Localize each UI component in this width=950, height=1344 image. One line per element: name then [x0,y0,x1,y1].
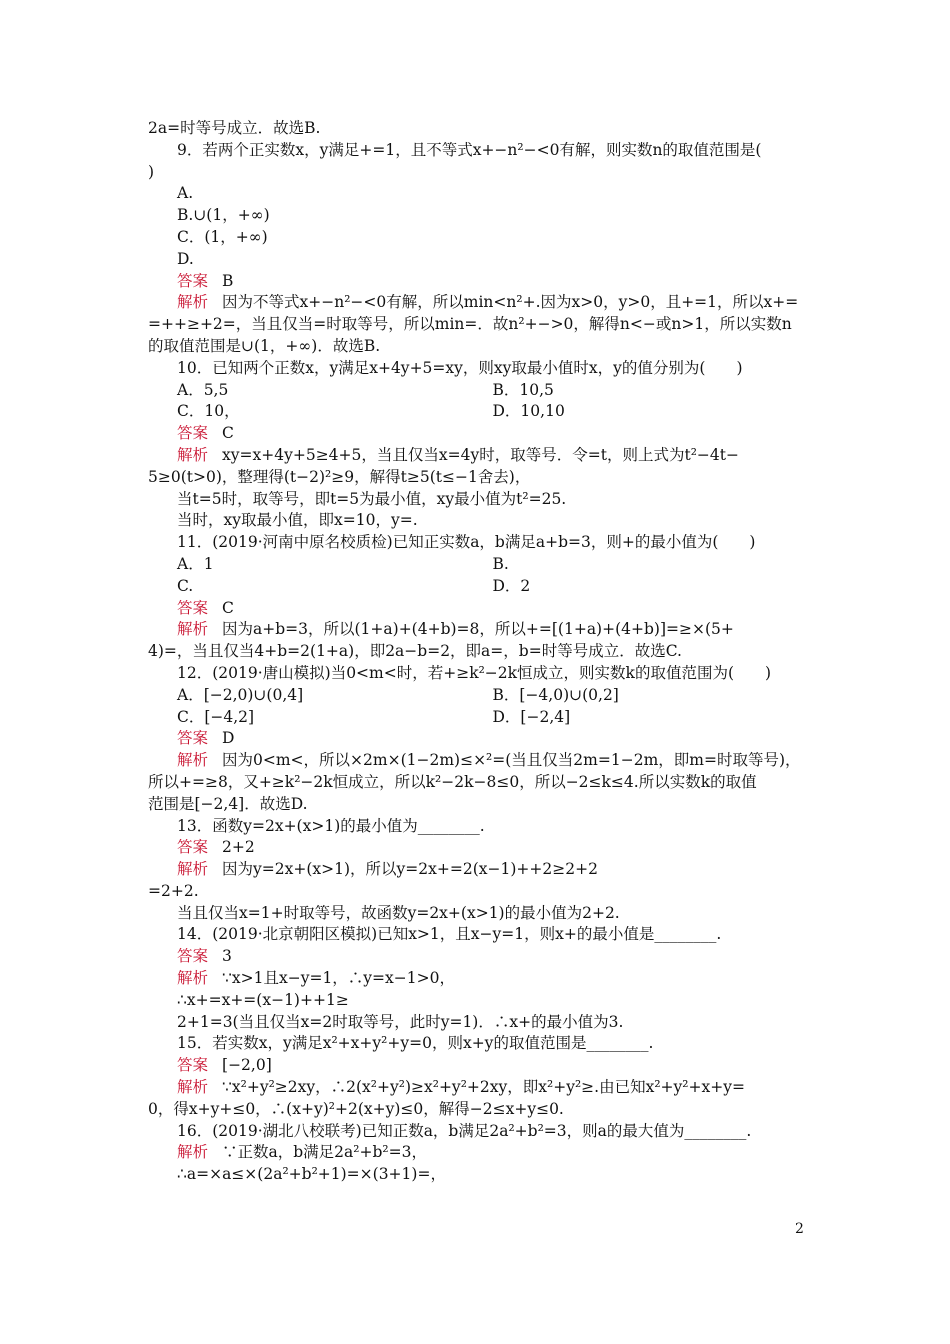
line-text: 9．若两个正实数x，y满足+=1，且不等式x+−n²−<0有解，则实数n的取值范围是( [177,140,762,159]
text-line [148,205,808,227]
line-text: A. [177,184,194,203]
line-text: 10．已知两个正数x，y满足x+4y+5=xy，则xy取最小值时x，y的值分别为( ) [177,358,743,377]
text-line [148,336,808,358]
answer-line [148,728,808,750]
option-columns [177,707,808,729]
line-text: D. [177,249,194,268]
option-row [148,685,808,707]
line-text: =++≥+2=，当且仅当=时取等号，所以min=．故n²+−>0，解得n<−或n>1，所以实数n [148,315,792,334]
line-text: xy=x+4y+5≥4+5，当且仅当x=4y时，取等号．令=t，则上式为t²−4t− [222,445,739,464]
answer-line [148,750,808,772]
line-text: 当时，xy取最小值，即x=10，y=. [177,511,418,530]
text-line [148,1012,808,1034]
line-text: =2+2. [148,881,199,900]
line-text: B [222,271,234,290]
option-item: B．[−4,0)∪(0,2] [492,685,619,704]
option-columns [177,554,808,576]
option-item: B. [492,554,509,573]
answer-line [148,1142,808,1164]
text-line [148,924,808,946]
option-item: C. [177,576,194,595]
answer-tag: 解析 [177,860,209,879]
option-item: B．10,5 [492,380,554,399]
option-row [148,401,808,423]
option-item: A．5,5 [177,380,229,399]
answer-tag: 解析 [177,293,209,312]
answer-tag: 答案 [177,1056,209,1075]
option-columns [177,401,808,423]
line-text: 13．函数y=2x+(x>1)的最小值为________. [177,816,485,835]
answer-line [148,445,808,467]
line-text: 0，得x+y+≤0，∴(x+y)²+2(x+y)≤0，解得−2≤x+y≤0. [148,1099,564,1118]
line-text: [−2,0] [222,1056,272,1075]
option-item: D．[−2,4] [492,707,571,726]
line-text: 14．(2019·北京朝阳区模拟)已知x>1，且x−y=1，则x+的最小值是________. [177,925,722,944]
text-line [148,227,808,249]
answer-tag: 解析 [177,620,209,639]
answer-tag: 解析 [177,1078,209,1097]
answer-line [148,619,808,641]
text-line [148,358,808,380]
option-item: A．1 [177,554,214,573]
option-row [148,707,808,729]
answer-line [148,968,808,990]
text-line [148,1099,808,1121]
answer-line [148,946,808,968]
text-line [148,1033,808,1055]
text-line [148,467,808,489]
line-text: 当且仅当x=1+时取等号，故函数y=2x+(x>1)的最小值为2+2. [177,903,620,922]
option-columns [177,685,808,707]
text-line [148,1164,808,1186]
line-text: 因为a+b=3，所以(1+a)+(4+b)=8，所以+=[(1+a)+(4+b)]=≥×(5+ [222,620,734,639]
text-line [148,903,808,925]
answer-tag: 解析 [177,1143,209,1162]
text-line [148,489,808,511]
answer-tag: 答案 [177,947,209,966]
line-text: 15．若实数x，y满足x²+x+y²+y=0，则x+y的取值范围是________. [177,1034,654,1053]
answer-tag: 解析 [177,969,209,988]
option-item: C．[−4,2] [177,707,255,726]
line-text: 因为不等式x+−n²−<0有解，所以min<n²+.因为x>0，y>0，且+=1，所以x+= [222,293,799,312]
line-text: D [222,729,235,748]
answer-tag: 解析 [177,751,209,770]
line-text: ) [148,162,155,181]
text-line [148,140,808,162]
line-text: ∵正数a，b满足2a²+b²=3， [222,1143,427,1162]
line-text: 12．(2019·唐山模拟)当0<m<时，若+≥k²−2k恒成立，则实数k的取值范围为( ) [177,663,772,682]
line-text: 当t=5时，取等号，即t=5为最小值，xy最小值为t²=25. [177,489,567,508]
text-line [148,510,808,532]
line-text: 所以+=≥8，又+≥k²−2k恒成立，所以k²−2k−8≤0，所以−2≤k≤4.所以实数k的取值 [148,772,757,791]
text-line [148,881,808,903]
text-line [148,772,808,794]
text-line [148,663,808,685]
answer-tag: 答案 [177,729,209,748]
answer-line [148,1055,808,1077]
text-line [148,314,808,336]
answer-tag: 解析 [177,445,209,464]
option-columns [177,380,808,402]
answer-tag: 答案 [177,838,209,857]
line-text: 16．(2019·湖北八校联考)已知正数a，b满足2a²+b²=3，则a的最大值为________. [177,1121,752,1140]
answer-line [148,1077,808,1099]
line-text: 11．(2019·河南中原名校质检)已知正实数a，b满足a+b=3，则+的最小值为( ) [177,533,756,552]
line-text: 因为0<m<，所以×2m×(1−2m)≤×²=(当且仅当2m=1−2m，即m=时取等号)， [222,751,801,770]
text-line [148,183,808,205]
option-item: D．2 [492,576,531,595]
option-item: A．[−2,0)∪(0,4] [177,685,304,704]
line-text: 5≥0(t>0)，整理得(t−2)²≥9，解得t≥5(t≤−1舍去)， [148,467,531,486]
text-line [148,249,808,271]
option-item: C．10， [177,402,240,421]
answer-tag: 答案 [177,271,209,290]
line-text: 2+1=3(当且仅当x=2时取等号，此时y=1)．∴x+的最小值为3. [177,1012,624,1031]
answer-line [148,292,808,314]
line-text: 范围是[−2,4]．故选D. [148,794,308,813]
answer-tag: 答案 [177,598,209,617]
text-line [148,1121,808,1143]
document-body [148,118,808,1186]
line-text: ∴x+=x+=(x−1)++1≥ [177,990,349,1009]
line-text: C [222,598,234,617]
line-text: 的取值范围是∪(1，+∞)．故选B. [148,336,381,355]
line-text: ∵x>1且x−y=1，∴y=x−1>0， [222,969,455,988]
answer-line [148,837,808,859]
answer-tag: 答案 [177,424,209,443]
line-text: 2+2 [222,838,255,857]
line-text: C [222,424,234,443]
line-text: 2a=时等号成立．故选B. [148,119,321,137]
answer-line [148,598,808,620]
text-line [148,118,808,140]
line-text: 3 [222,947,232,966]
text-line [148,816,808,838]
line-text: C．(1，+∞) [177,227,268,246]
option-row [148,576,808,598]
text-line [148,794,808,816]
answer-line [148,859,808,881]
text-line [148,990,808,1012]
option-item: D．10,10 [492,402,565,421]
line-text: B.∪(1，+∞) [177,206,270,225]
option-columns [177,576,808,598]
line-text: ∴a=×a≤×(2a²+b²+1)=×(3+1)=， [177,1165,446,1184]
line-text: 4)=，当且仅当4+b=2(1+a)，即2a−b=2，即a=，b=时等号成立．故选C. [148,642,682,661]
answer-line [148,271,808,293]
option-row [148,380,808,402]
text-line [148,641,808,663]
line-text: 因为y=2x+(x>1)，所以y=2x+=2(x−1)++2≥2+2 [222,860,598,879]
option-row [148,554,808,576]
text-line [148,532,808,554]
answer-line [148,423,808,445]
line-text: ∵x²+y²≥2xy，∴2(x²+y²)≥x²+y²+2xy，即x²+y²≥.由已知x²+y²+x+y= [222,1078,745,1097]
page-number: 2 [795,1221,804,1237]
text-line [148,162,808,184]
